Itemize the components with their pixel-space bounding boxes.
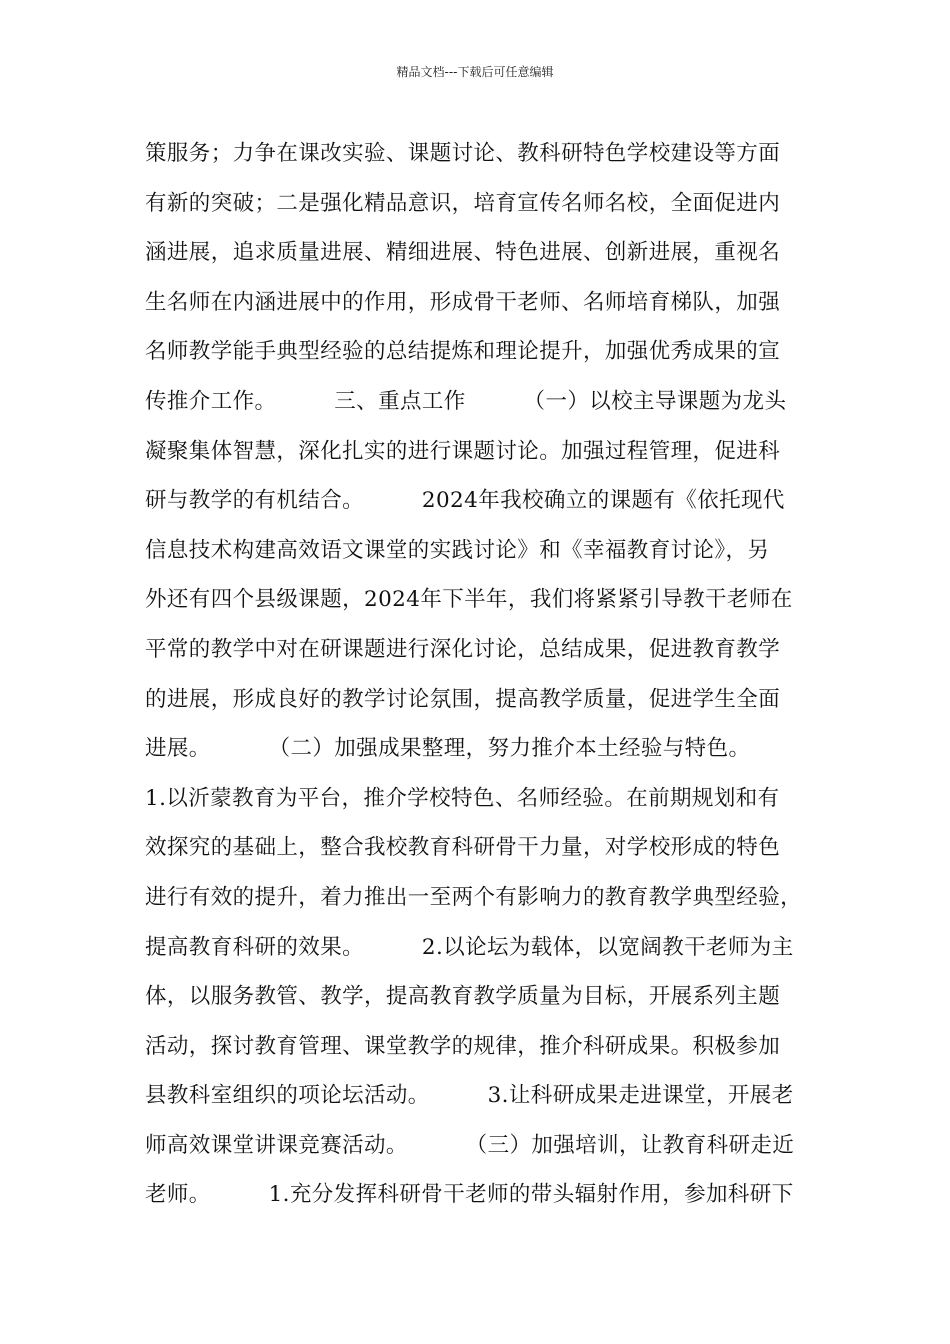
- text-line: 涵进展，追求质量进展、精细进展、特色进展、创新进展，重视名: [145, 240, 781, 266]
- text-line: 老师。 1.充分发挥科研骨干老师的带头辐射作用，参加科研下: [145, 1182, 794, 1208]
- text-line: 生名师在内涵进展中的作用，形成骨干老师、名师培育梯队，加强: [145, 289, 781, 315]
- text-line: 活动，探讨教育管理、课堂教学的规律，推介科研成果。积极参加: [145, 1033, 781, 1059]
- document-body: [145, 129, 825, 1220]
- text-line: 体，以服务教管、教学，提高教育教学质量为目标，开展系列主题: [145, 984, 781, 1010]
- text-line: 信息技术构建高效语文课堂的实践讨论》和《幸福教育讨论》，另: [145, 537, 770, 563]
- text-line: 策服务；力争在课改实验、课题讨论、教科研特色学校建设等方面: [145, 141, 781, 166]
- text-line: 平常的教学中对在研课题进行深化讨论，总结成果，促进教育教学: [145, 636, 781, 662]
- text-line: 效探究的基础上，整合我校教育科研骨干力量，对学校形成的特色: [145, 835, 781, 861]
- text-line: 师高效课堂讲课竞赛活动。 （三）加强培训，让教育科研走近: [145, 1132, 795, 1158]
- page-header: 精品文档---下载后可任意编辑: [396, 65, 554, 79]
- text-line: 县教科室组织的项论坛活动。 3.让科研成果走进课堂，开展老: [145, 1083, 794, 1109]
- text-line: 有新的突破；二是强化精品意识，培育宣传名师名校，全面促进内: [145, 190, 781, 216]
- text-line: 进行有效的提升，着力推出一至两个有影响力的教育教学典型经验，: [145, 884, 803, 910]
- text-line: 进展。 （二）加强成果整理，努力推介本土经验与特色。: [145, 736, 751, 762]
- text-line: 传推介工作。 三、重点工作 （一）以校主导课题为龙头: [145, 388, 787, 414]
- text-line: 的进展，形成良好的教学讨论氛围，提高教学质量，促进学生全面: [145, 686, 781, 712]
- text-line: 外还有四个县级课题，2024年下半年，我们将紧紧引导教干老师在: [145, 587, 793, 613]
- text-line: 名师教学能手典型经验的总结提炼和理论提升，加强优秀成果的宣: [145, 339, 781, 365]
- text-line: 研与教学的有机结合。 2024年我校确立的课题有《依托现代: [145, 488, 785, 514]
- text-line: 凝聚集体智慧，深化扎实的进行课题讨论。加强过程管理，促进科: [145, 438, 781, 464]
- text-line: 1.以沂蒙教育为平台，推介学校特色、名师经验。在前期规划和有: [145, 785, 780, 811]
- text-line: 提高教育科研的效果。 2.以论坛为载体，以宽阔教干老师为主: [145, 934, 794, 960]
